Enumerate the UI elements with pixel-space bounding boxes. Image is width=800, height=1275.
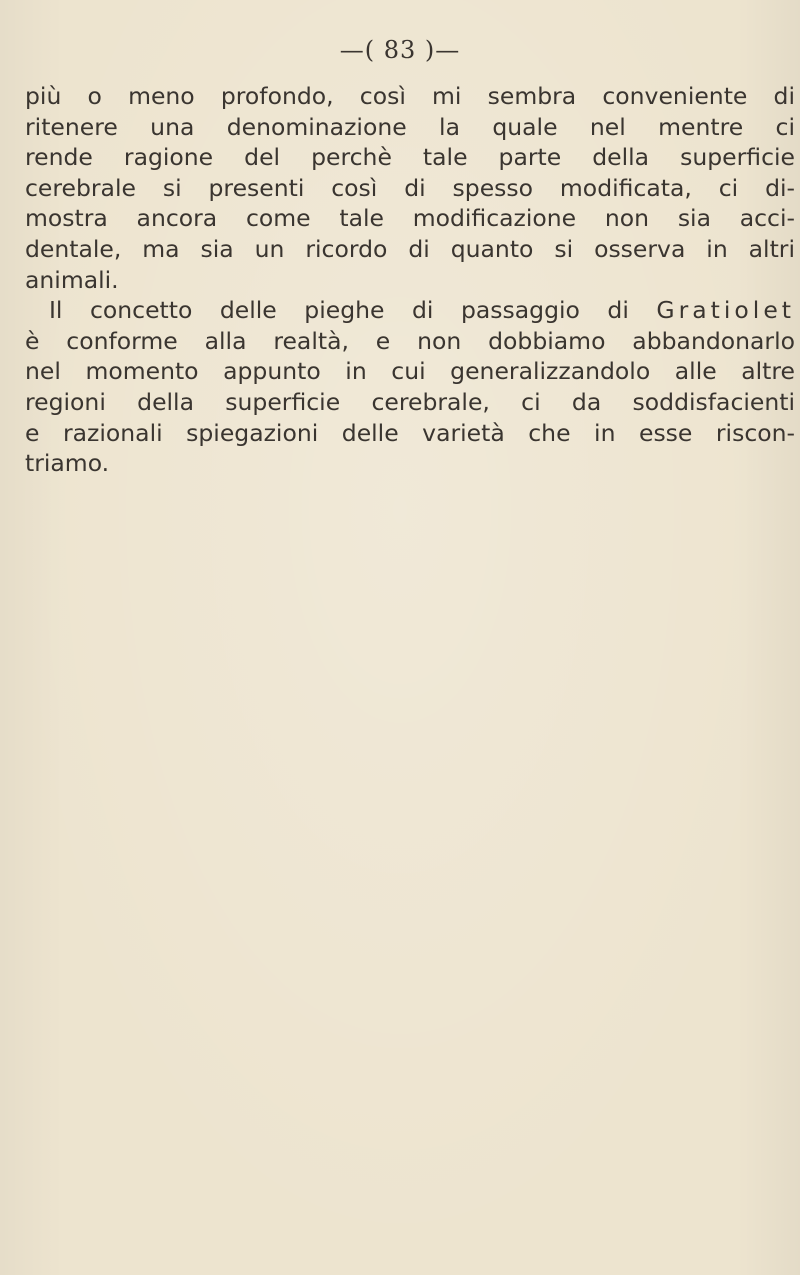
text-line: rende ragione del perchè tale parte della superficie [25,143,795,172]
body-text [25,81,795,479]
text-line: nel momento appunto in cui generalizzandolo alle altre [25,357,795,386]
text-line: triamo. [25,449,110,478]
text-line: dentale, ma sia un ricordo di quanto si osserva in altri [25,234,795,263]
paragraph-2 [25,295,795,479]
text-line: ritenere una denominazione la quale nel mentre ci [25,112,795,141]
text-line: regioni della superficie cerebrale, ci da soddisfacienti [25,387,795,416]
text-line: e razionali spiegazioni delle varietà che in esse riscon- [25,418,795,447]
text-line-first [25,295,795,326]
paragraph-1 [25,81,795,295]
author-name: Gratiolet [656,296,795,325]
text-line: più o meno profondo, così mi sembra conveniente di [25,82,795,110]
text-line: mostra ancora come tale modificazione non sia acci- [25,204,795,233]
text-line: è conforme alla realtà, e non dobbiamo abbandonarlo [25,326,795,355]
text-line: animali. [25,265,119,294]
text-fragment: Il concetto delle pieghe di passaggio di [49,296,629,325]
text-line: cerebrale si presenti così di spesso modificata, ci di- [25,173,795,202]
page-number: —( 83 )— [339,36,461,64]
